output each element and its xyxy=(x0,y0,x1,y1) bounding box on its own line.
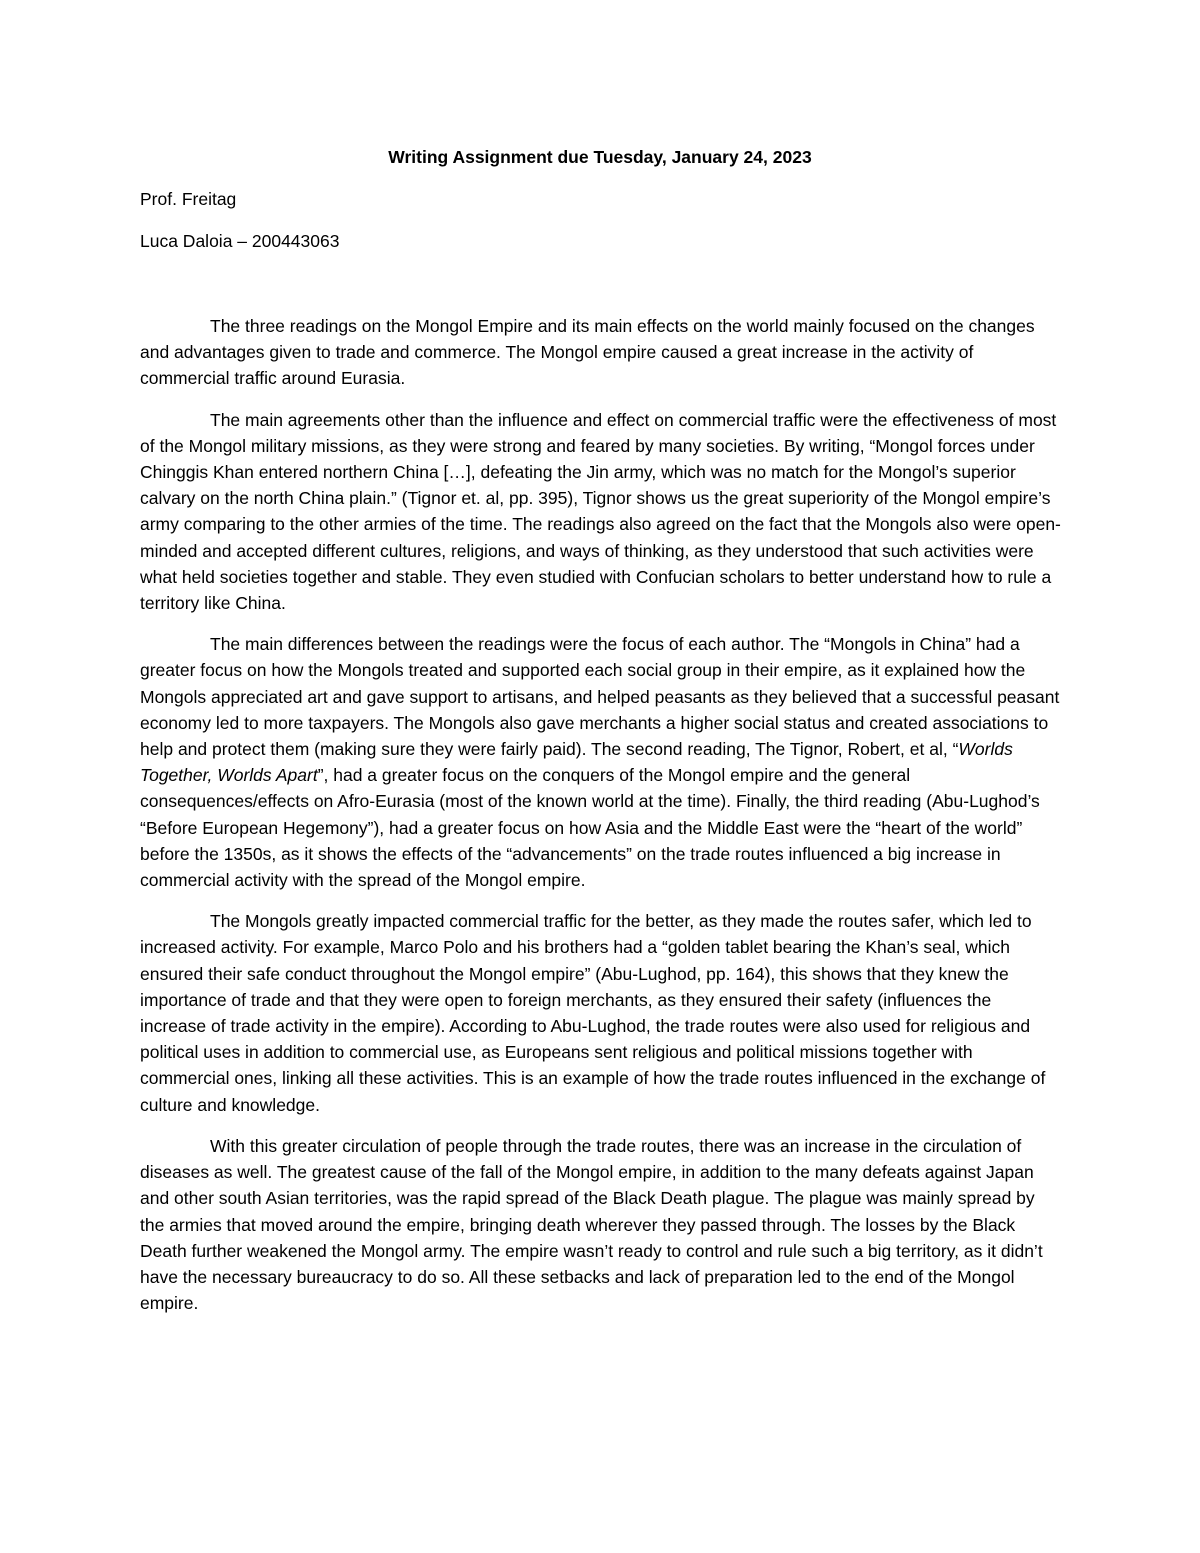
student-name-id: Luca Daloia – 200443063 xyxy=(140,231,340,251)
paragraph-1: The three readings on the Mongol Empire and its main effects on the world mainly focused on the changes and advantages given to trade and commerce. The Mongol empire caused a great increase in the activity of commercial traffic around Eurasia. xyxy=(140,316,1035,389)
essay-body xyxy=(140,313,1062,1331)
paragraph-3 xyxy=(140,631,1062,893)
professor-name: Prof. Freitag xyxy=(140,189,237,209)
paragraph-3-start: The main differences between the readings were the focus of each author. The “Mongols in China” had a greater focus on how the Mongols treated and supported each social group in their empire, as it explained how the Mongols appreciated art and gave support to artisans, and helped peasants as they believed that a successful peasant economy led to more taxpayers. The Mongols also gave merchants a higher social status and created associations to help and protect them (making sure they were fairly paid). The second reading, The Tignor, Robert, et al, “ xyxy=(140,634,1060,760)
paragraph-4: The Mongols greatly impacted commercial traffic for the better, as they made the routes safer, which led to increased activity. For example, Marco Polo and his brothers had a “golden tablet bearing the Khan’s seal, which ensured their safe conduct throughout the Mongol empire” (Abu-Lughod, pp. 164), this shows that they knew the importance of trade and that they were open to foreign merchants, as they ensured their safety (influences the increase of trade activity in the empire). According to Abu-Lughod, the trade routes were also used for religious and political uses in addition to commercial use, as Europeans sent religious and political missions together with commercial ones, linking all these activities. This is an example of how the trade routes influenced in the exchange of culture and knowledge. xyxy=(140,911,1046,1115)
assignment-title: Writing Assignment due Tuesday, January 24, 2023 xyxy=(388,147,812,167)
paragraph-2: The main agreements other than the influence and effect on commercial traffic were the effectiveness of most of the Mongol military missions, as they were strong and feared by many societies. By writing, “Mongol forces under Chinggis Khan entered northern China […], defeating the Jin army, which was no match for the Mongol’s superior calvary on the north China plain.” (Tignor et. al, pp. 395), Tignor shows us the great superiority of the Mongol empire’s army comparing to the other armies of the time. The readings also agreed on the fact that the Mongols also were open-minded and accepted different cultures, religions, and ways of thinking, as they understood that such activities were what held societies together and stable. They even studied with Confucian scholars to better understand how to rule a territory like China. xyxy=(140,409,1061,614)
paragraph-5: With this greater circulation of people through the trade routes, there was an increase in the circulation of diseases as well. The greatest cause of the fall of the Mongol empire, in addition to the many defeats against Japan and other south Asian territories, was the rapid spread of the Black Death plague. The plague was mainly spread by the armies that moved around the empire, bringing death wherever they passed through. The losses by the Black Death further weakened the Mongol army. The empire wasn’t ready to control and rule such a big territory, as it didn’t have the necessary bureaucracy to do so. All these setbacks and lack of preparation led to the end of the Mongol empire. xyxy=(140,1135,1043,1314)
book-title-italic: Worlds Together, Worlds Apart xyxy=(140,739,1013,786)
paragraph-3-end: ”, had a greater focus on the conquers of the Mongol empire and the general consequences/effects on Afro-Eurasia (most of the known world at the time). Finally, the third reading (Abu-Lughod’s “Before European Hegemony”), had a greater focus on how Asia and the Middle East were the “heart of the world” before the 1350s, as it shows the effects of the “advancements” on the trade routes influenced a big increase in commercial activity with the spread of the Mongol empire. xyxy=(140,765,1040,891)
